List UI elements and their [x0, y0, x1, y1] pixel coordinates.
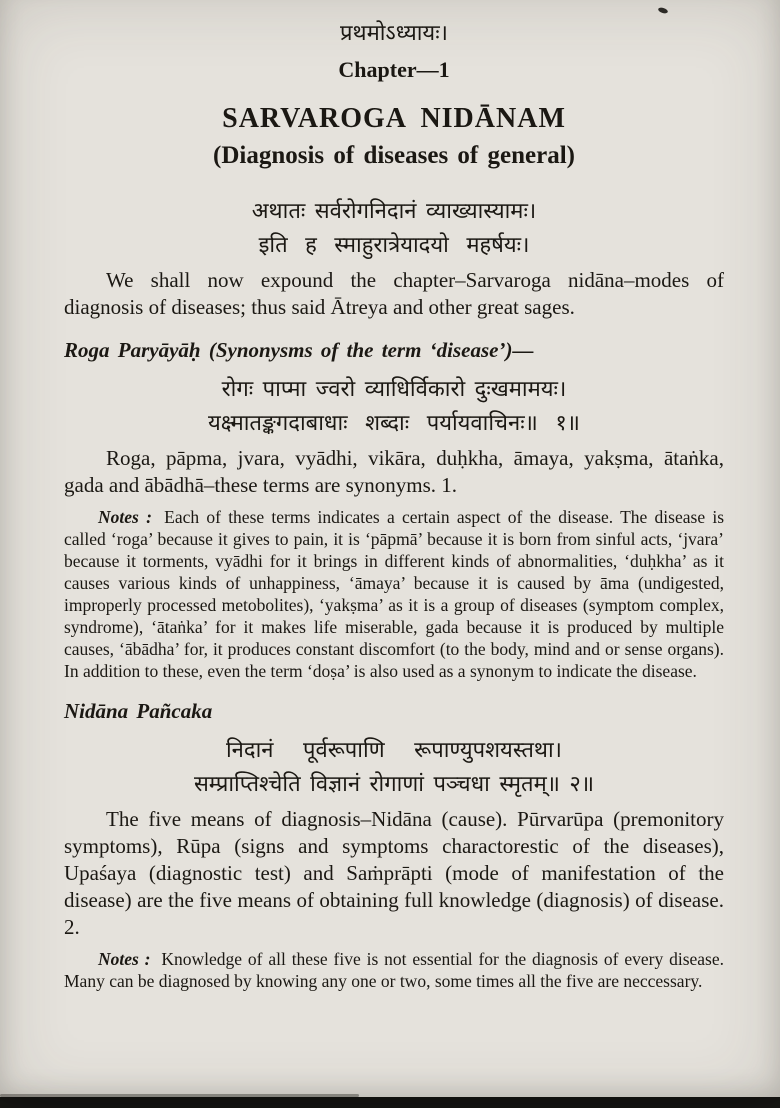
roga-paryayah-section — [64, 337, 724, 682]
sanskrit-verse-line: इति ह स्माहुरात्रेयादयो महर्षयः। — [258, 232, 530, 257]
translation-paragraph: Roga, pāpma, jvara, vyādhi, vikāra, duḥkha, āmaya, yakṣma, ātaṅka, gada and ābādhā–these terms are synonyms. 1. — [64, 446, 724, 497]
page-subtitle: (Diagnosis of diseases of general) — [213, 142, 575, 169]
sanskrit-verse-line: यक्ष्मातङ्कगदाबाधाः शब्दाः पर्यायवाचिनः॥ १॥ — [208, 410, 580, 435]
notes-text: Knowledge of all these five is not essential for the diagnosis of every disease. Many can be diagnosed by knowing any one or two, some times all the five are neccessary. — [64, 949, 724, 991]
sanskrit-verse-line: निदानं पूर्वरूपाणि रूपाण्युपशयस्तथा। — [225, 737, 563, 762]
adhyaya-title-devanagari: प्रथमोऽध्यायः। — [340, 20, 448, 45]
scan-fade-artifact — [0, 1044, 150, 1072]
sanskrit-verse — [64, 194, 724, 262]
sanskrit-verse-line: रोगः पाप्मा ज्वरो व्याधिर्विकारो दुःखमामयः। — [221, 376, 567, 401]
section-heading: Nidāna Pañcaka — [64, 699, 213, 723]
notes-label: Notes : — [98, 507, 152, 527]
chapter-header — [64, 18, 724, 172]
scan-edge-artifact — [0, 1097, 780, 1108]
translation-paragraph: The five means of diagnosis–Nidāna (cause). Pūrvarūpa (premonitory symptoms), Rūpa (signs and symptoms charactorestic of the diseases), Upaśaya (diagnostic test) and Saṁprāpti (mode of manifestation of the disease) are the five means of obtaining full knowledge (diagnosis) of disease. 2. — [64, 807, 724, 939]
translation-paragraph: We shall now expound the chapter–Sarvaroga nidāna–modes of diagnosis of diseases; thus said Ātreya and other great sages. — [64, 268, 724, 319]
section-heading: Roga Paryāyāḥ (Synonysms of the term ‘disease’)— — [64, 338, 534, 362]
nidana-pancaka-section — [64, 698, 724, 992]
notes-paragraph — [64, 948, 724, 992]
sanskrit-verse — [64, 733, 724, 801]
sanskrit-verse-line: अथातः सर्वरोगनिदानं व्याख्यास्यामः। — [251, 198, 537, 223]
invocation-section — [64, 194, 724, 321]
notes-paragraph — [64, 506, 724, 682]
sanskrit-verse — [64, 372, 724, 440]
chapter-number: Chapter—1 — [338, 57, 450, 82]
sanskrit-verse-line: सम्प्राप्तिश्चेति विज्ञानं रोगाणां पञ्चधा स्मृतम्॥ २॥ — [193, 771, 595, 796]
notes-text: Each of these terms indicates a certain aspect of the disease. The disease is called ‘roga’ because it gives to pain, it is ‘pāpmā’ because it is born from sinful acts, ‘jvara’ because it torments, vyādhi for it brings in different kinds of abnormalities, ‘duḥkha’ as it causes various kinds of unhappiness, ‘āmaya’ because it is caused by āma (undigested, improperly processed metobolites), ‘yakṣma’ as it is a group of diseases (symptom complex, syndrome), ‘ātaṅka’ for it makes life miserable, gada because it is produced by multiple causes, ‘ābādha’ for, it produces constant discomfort (to the body, mind and or sense organs). In addition to these, even the term ‘doṣa’ is also used as a synonym to indicate the disease. — [64, 507, 724, 681]
page-title: SARVAROGA NIDĀNAM — [222, 103, 566, 134]
notes-label: Notes : — [98, 949, 151, 969]
